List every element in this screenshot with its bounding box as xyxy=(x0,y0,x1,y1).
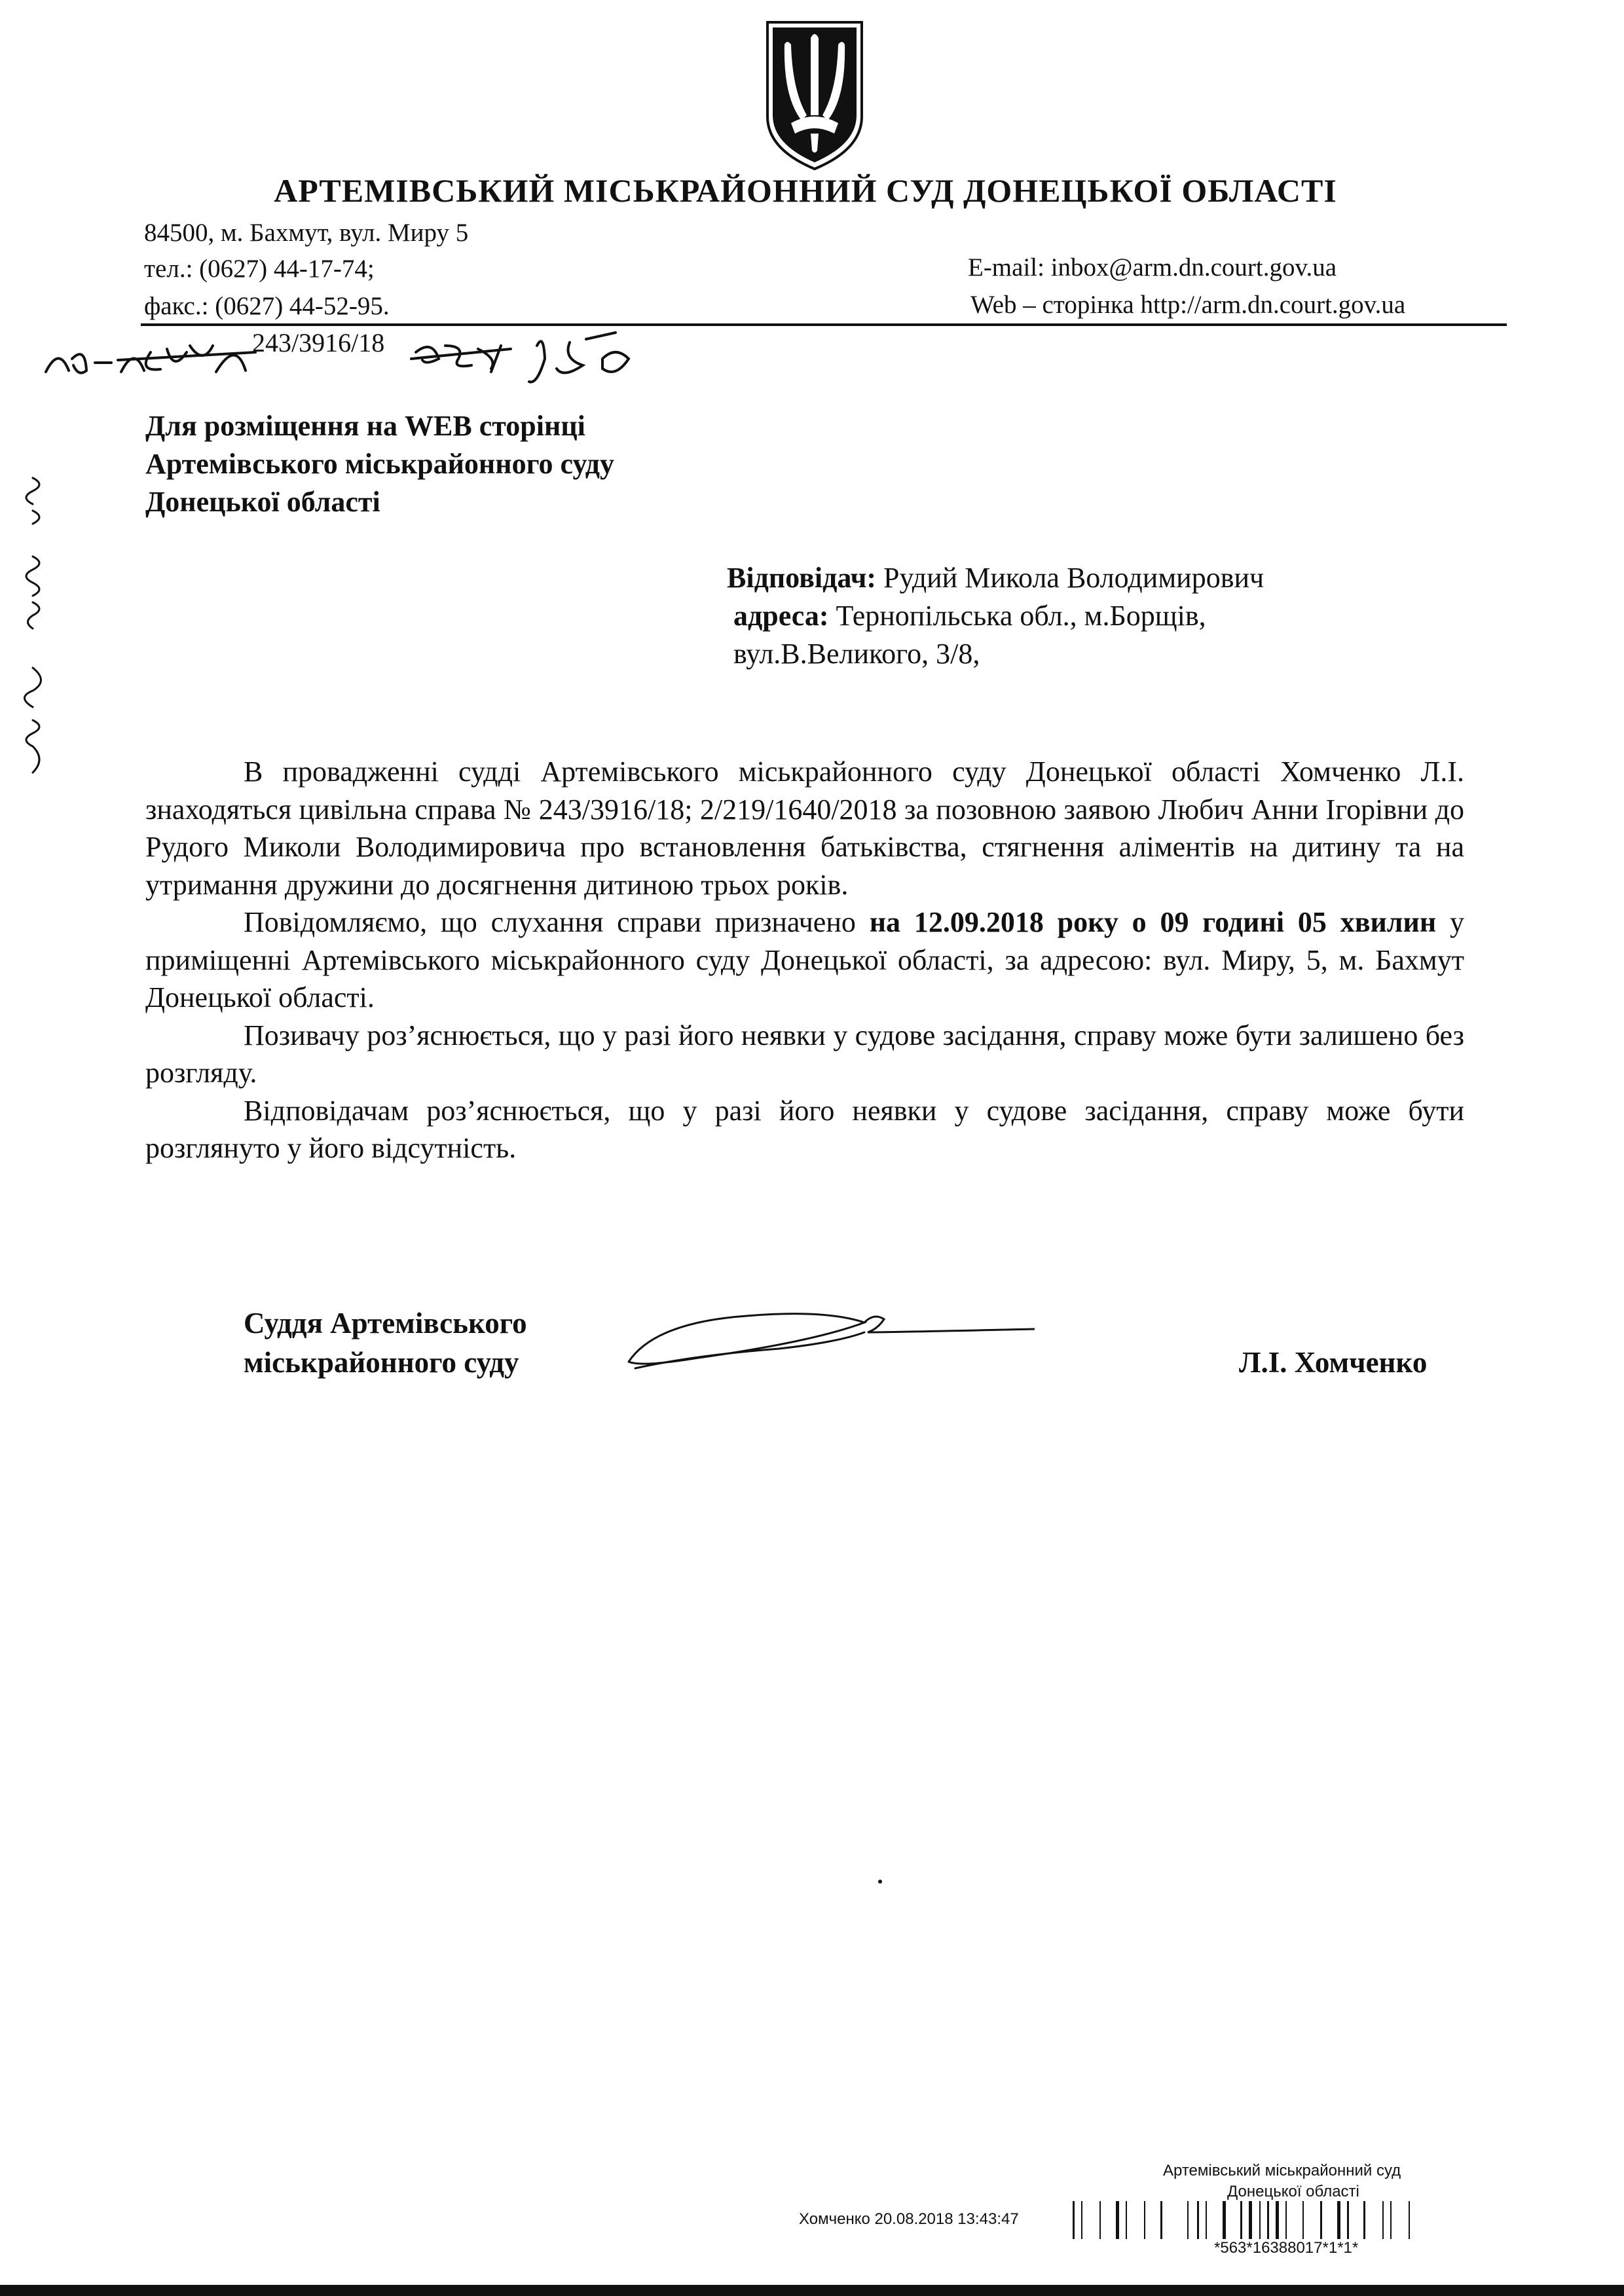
coat-of-arms-icon xyxy=(758,18,871,173)
paragraph-plaintiff-notice: Позивачу роз’яснюється, що у разі його неявки у судове засідання, справу може бути залишено без розгляду. xyxy=(145,1019,1464,1089)
court-title: АРТЕМІВСЬКИЙ МІСЬКРАЙОННИЙ СУД ДОНЕЦЬКОЇ ОБЛАСТІ xyxy=(274,172,1337,209)
barcode-bar xyxy=(1081,2201,1082,2239)
scan-speck xyxy=(877,1879,883,1884)
paragraph-case: В провадженні судді Артемівського міськрайонного суду Донецької області Хомченко Л.І. знаходяться цивільна справа № 243/3916/18; 2/219/1640/2018 за позовною заявою Любич Анни Ігорівни до Рудого Миколи Володимировича про встановлення батьківства, стягнення аліментів на дитину та на утримання дружини до досягнення дитиною трьох років. xyxy=(145,756,1464,901)
barcode-bar xyxy=(1197,2201,1199,2239)
barcode-bar xyxy=(1240,2201,1242,2239)
placement-note-line1: Для розміщення на WEB сторінці xyxy=(145,410,585,442)
respondent-address-line1 xyxy=(733,599,1206,632)
barcode-bar xyxy=(1302,2201,1304,2239)
stamp-court-line2: Донецької області xyxy=(1227,2183,1359,2200)
barcode-bar xyxy=(1285,2201,1287,2239)
handwritten-signature xyxy=(616,1296,1035,1381)
respondent-address-label: адреса: xyxy=(733,600,829,632)
letter-body xyxy=(145,753,1464,1167)
barcode-bar xyxy=(1073,2201,1075,2239)
respondent-name: Рудий Микола Володимирович xyxy=(883,562,1264,594)
barcode-bar xyxy=(1116,2201,1119,2239)
barcode-bar xyxy=(1347,2201,1349,2239)
barcode-bar xyxy=(1126,2201,1127,2239)
placement-note-line3: Донецької області xyxy=(145,486,380,518)
respondent-address-text1: Тернопільська обл., м.Борщів, xyxy=(836,600,1206,632)
respondent-label: Відповідач: xyxy=(727,562,877,594)
barcode-bar xyxy=(1160,2201,1162,2239)
court-email: E-mail: inbox@arm.dn.court.gov.ua xyxy=(968,253,1337,282)
barcode-bar xyxy=(1259,2201,1261,2239)
barcode-bar xyxy=(1390,2201,1392,2239)
barcode-text: *563*16388017*1*1* xyxy=(1214,2239,1359,2257)
hearing-datetime: на 12.09.2018 року о 09 годині 05 хвилин xyxy=(869,906,1437,938)
court-fax: факс.: (0627) 44-52-95. xyxy=(144,292,390,320)
barcode-bar xyxy=(1337,2201,1340,2239)
barcode-bar xyxy=(1249,2201,1252,2239)
barcode-bar xyxy=(1382,2201,1384,2239)
margin-handwritten-note xyxy=(7,471,59,786)
barcode-bar xyxy=(1187,2201,1189,2239)
judge-title-line2: міськрайонного суду xyxy=(244,1346,519,1379)
barcode-bar xyxy=(1276,2201,1279,2239)
paragraph-hearing: Повідомляємо, що слухання справи призначено на 12.09.2018 року о 09 годині 05 хвилин у приміщенні Артемівського міськрайонного суду Донецької області, за адресою: вул. Миру, 5, м. Бахмут Донецької області. xyxy=(145,906,1465,1013)
respondent-line xyxy=(727,561,1264,594)
respondent-address-line2: вул.В.Великого, 3/8, xyxy=(733,638,980,670)
barcode-bar xyxy=(1144,2201,1145,2239)
judge-name: Л.І. Хомченко xyxy=(1239,1346,1428,1379)
court-phone: тел.: (0627) 44-17-74; xyxy=(144,255,375,283)
registration-number: 243/3916/18 xyxy=(252,328,385,357)
court-web: Web – сторінка http://arm.dn.court.gov.ua xyxy=(970,291,1406,319)
scan-bottom-edge xyxy=(0,2285,1624,2296)
barcode-bar xyxy=(1363,2201,1365,2239)
placement-note-line2: Артемівського міськрайонного суду xyxy=(145,448,614,480)
barcode xyxy=(1073,2201,1551,2239)
barcode-bar xyxy=(1320,2201,1322,2239)
stamp-datetime: Хомченко 20.08.2018 13:43:47 xyxy=(799,2210,1019,2228)
handwritten-outgoing-number xyxy=(39,319,661,392)
barcode-bar xyxy=(1267,2201,1269,2239)
barcode-bar xyxy=(1099,2201,1101,2239)
stamp-court-line1: Артемівський міськрайонний суд xyxy=(1163,2162,1401,2179)
barcode-bar xyxy=(1223,2201,1226,2239)
judge-title-line1: Суддя Артемівського xyxy=(244,1307,527,1339)
barcode-bar xyxy=(1409,2201,1410,2239)
barcode-bar xyxy=(1206,2201,1207,2239)
court-address: 84500, м. Бахмут, вул. Миру 5 xyxy=(144,219,469,247)
paragraph-respondent-notice: Відповідачам роз’яснюється, що у разі його неявки у судове засідання, справу може бути розглянуто у його відсутність. xyxy=(145,1094,1464,1164)
